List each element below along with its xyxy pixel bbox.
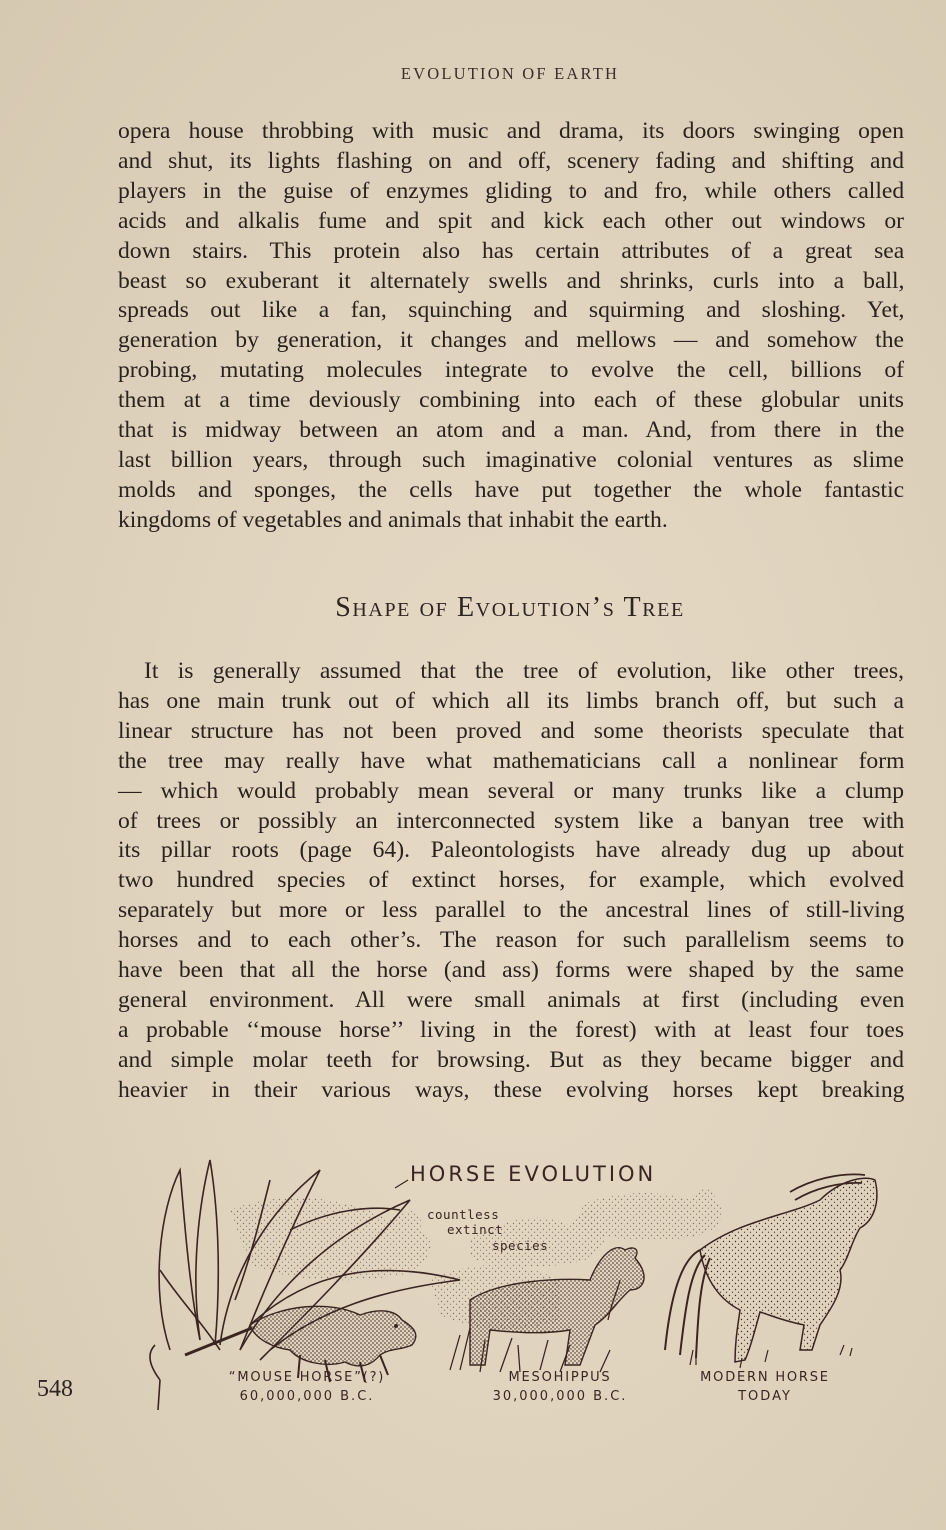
caption-name: MODERN HORSE <box>700 1370 830 1385</box>
text-line: separately but more or less parallel to the ancestral lines of still-living <box>118 897 905 924</box>
text-line: the tree may really have what mathematicians call a nonlinear form <box>118 747 905 774</box>
figure-title: HORSE EVOLUTION <box>410 1162 657 1186</box>
text-line: spreads out like a fan, squinching and squirming and sloshing. Yet, <box>118 297 905 324</box>
text-line: acids and alkalis fume and spit and kick each other out windows or <box>118 207 904 234</box>
text-line: beast so exuberant it alternately swells and shrinks, curls into a ball, <box>118 267 905 294</box>
caption-date: 60,000,000 B.C. <box>239 1389 375 1404</box>
text-line: opera house throbbing with music and drama, its doors swinging open <box>118 118 904 144</box>
text-line: kingdoms of vegetables and animals that inhabit the earth. <box>118 506 668 533</box>
page-number: 548 <box>37 1376 73 1402</box>
paragraph-2 <box>118 657 904 1106</box>
text-line: generation by generation, it changes and mellows — and somehow the <box>118 327 904 354</box>
caption-mesohippus <box>455 1368 665 1406</box>
text-line: has one main trunk out of which all its limbs branch off, but such a <box>118 687 904 714</box>
figure-note-line: countless <box>427 1207 500 1222</box>
text-line: and simple molar teeth for browsing. But as they became bigger and <box>118 1046 904 1073</box>
text-line: a probable ‘‘mouse horse’’ living in the forest) with at least four toes <box>118 1016 905 1043</box>
text-line: two hundred species of extinct horses, for example, which evolved <box>118 867 904 894</box>
text-line: of trees or possibly an interconnected system like a banyan tree with <box>118 807 905 834</box>
figure-note-line: species <box>492 1238 549 1253</box>
figure-note-line: extinct <box>447 1222 504 1237</box>
text-line: It is generally assumed that the tree of evolution, like other trees, <box>144 658 904 684</box>
caption-mouse-horse <box>192 1368 422 1406</box>
text-line: last billion years, through such imaginative colonial ventures as slime <box>118 446 904 473</box>
text-line: probing, mutating molecules integrate to evolve the cell, billions of <box>118 357 904 384</box>
running-head: EVOLUTION OF EARTH <box>400 64 620 83</box>
text-line: general environment. All were small animals at first (including even <box>118 986 905 1013</box>
text-line: that is midway between an atom and a man. And, from there in the <box>118 417 905 444</box>
text-line: molds and sponges, the cells have put together the whole fantastic <box>118 476 905 503</box>
text-line: heavier in their various ways, these evolving horses kept breaking <box>118 1076 905 1103</box>
text-line: down stairs. This protein also has certain attributes of a great sea <box>118 237 905 264</box>
text-line: and shut, its lights flashing on and off, scenery fading and shifting and <box>118 147 905 174</box>
text-line: them at a time deviously combining into each of these globular units <box>118 387 904 414</box>
text-line: players in the guise of enzymes gliding to and fro, while others called <box>118 177 905 204</box>
horse-evolution-illustration <box>140 1150 890 1412</box>
caption-modern-horse <box>668 1368 862 1406</box>
caption-name: “MOUSE HORSE”(?) <box>228 1370 386 1385</box>
paragraph-1 <box>118 117 904 536</box>
text-line: — which would probably mean several or many trunks like a clump <box>118 777 904 804</box>
text-line: its pillar roots (page 64). Paleontologists have already dug up about <box>118 837 904 864</box>
text-line: have been that all the horse (and ass) forms were shaped by the same <box>118 957 904 984</box>
caption-date: TODAY <box>738 1389 792 1404</box>
text-line: linear structure has not been proved and some theorists speculate that <box>118 717 904 744</box>
section-heading: Shape of Evolution’s Tree <box>335 592 685 623</box>
text-line: horses and to each other’s. The reason for such parallelism seems to <box>118 927 905 954</box>
caption-date: 30,000,000 B.C. <box>492 1389 628 1404</box>
caption-name: MESOHIPPUS <box>508 1370 612 1385</box>
